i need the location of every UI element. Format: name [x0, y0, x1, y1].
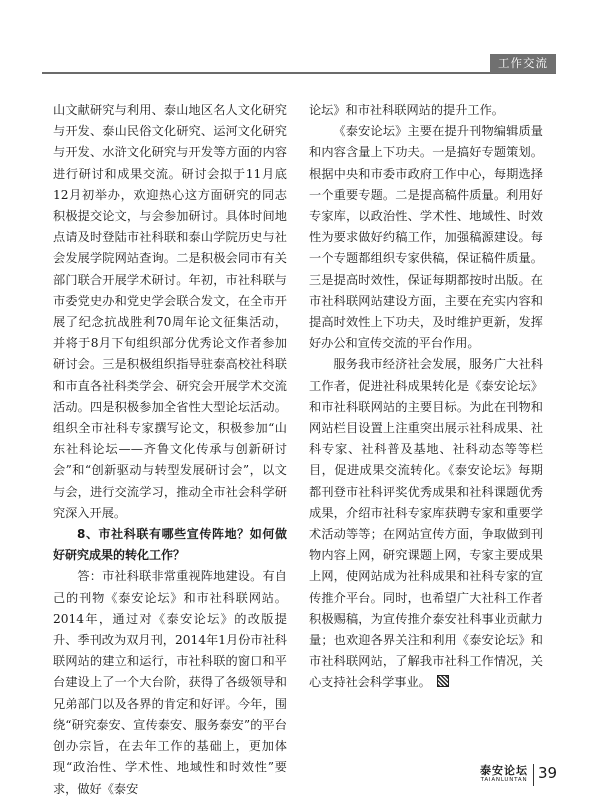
right-column-continuation: 论坛》和市社科联网站的提升工作。 — [309, 103, 504, 117]
brand-name-cn: 泰安论坛 — [480, 764, 528, 777]
footer-separator — [533, 764, 534, 786]
page-number: 39 — [538, 764, 558, 782]
header-rule — [42, 72, 556, 74]
service-paragraph-text: 服务我市经济社会发展，服务广大社科工作者，促进社科成果转化是《泰安论坛》和市社科联网站的主要目标。为此在刊物和网站栏目设置上注重突出展示社科成果、社科专家、社科普及基地、社科动态等等栏目，促进成果交流转化。《泰安论坛》每期都刊登市社科评奖优秀成果和社科课题优秀成果，介绍市社科专家库获聘专家和重要学术活动等等；在网站宣传方面，争取做到刊物内容上网，研究课题上网，专家主要成果上网，使网站成为社科成果和社科专家的宣传推介平台。同时，也希望广大社科工作者积极赐稿，为宣传推介泰安社科事业贡献力量；也欢迎各界关注和利用《泰安论坛》和市社科联网站，了解我市社科工作情况，关心支持社会科学事业。 — [309, 357, 543, 690]
left-column-paragraph: 山文献研究与利用、泰山地区名人文化研究与开发、泰山民俗文化研究、运河文化研究与开发、水浒文化研究与开发等方面的内容进行研讨和成果交流。研讨会拟于11月底12月初举办，欢迎热心这方面研究的同志积极提交论文，与会参加研讨。具体时间地点请及时登陆市社科联和泰山学院历史与社会发展学院网站查询。二是积极会同市有关部门联合开展学术研讨。年初，市社科联与市委党史办和党史学会联合发文，在全市开展了纪念抗战胜利70周年论文征集活动，并将于8月下旬组织部分优秀论文作者参加研讨会。三是积极组织指导驻泰高校社科联和市直各社科类学会、研究会开展学术交流活动。四是积极参加全省性大型论坛活动。组织全市社科专家撰写论文，积极参加“山东社科论坛——齐鲁文化传承与创新研讨会”和“创新驱动与转型发展研讨会”，以文与会，进行交流学习，推动全市社会科学研究深入开展。 — [53, 103, 287, 520]
brand-name-en: TAIANLUNTAN — [480, 777, 528, 783]
left-column — [53, 100, 287, 800]
section-tag: 工作交流 — [490, 54, 556, 73]
question-heading: 8、市社科联有哪些宣传阵地？如何做好研究成果的转化工作？ — [53, 527, 287, 563]
end-of-article-mark-icon — [437, 675, 449, 687]
journal-brand — [478, 764, 530, 784]
right-column — [309, 100, 543, 694]
service-paragraph — [309, 354, 543, 693]
answer-paragraph: 答：市社科联非常重视阵地建设。有自己的刊物《泰安论坛》和市社科联网站。2014年，通过对《泰安论坛》的改版提升、季刊改为双月刊，2014年1月份市社科联网站的建立和运行，市社科联的窗口和平台建设上了一个大台阶，获得了各级领导和兄弟部门以及各界的肯定和好评。今年，围绕“研究泰安、宣传泰安、服务泰安”的平台创办宗旨，在去年工作的基础上，更加体现“政治性、学术性、地域性和时效性”要求，做好《泰安 — [53, 569, 287, 796]
journal-paragraph: 《泰安论坛》主要在提升刊物编辑质量和内容含量上下功夫。一是搞好专题策划。根据中央和市委市政府工作中心，每期选择一个重要专题。二是提高稿件质量。利用好专家库，以政治性、学术性、地域性、时效性为要求做好约稿工作，加强稿源建设。每一个专题都组织专家供稿，保证稿件质量。三是提高时效性，保证每期都按时出版。在市社科联网站建设方面，主要在充实内容和提高时效性上下功夫，及时维护更新，发挥好办公和宣传交流的平台作用。 — [309, 124, 543, 351]
